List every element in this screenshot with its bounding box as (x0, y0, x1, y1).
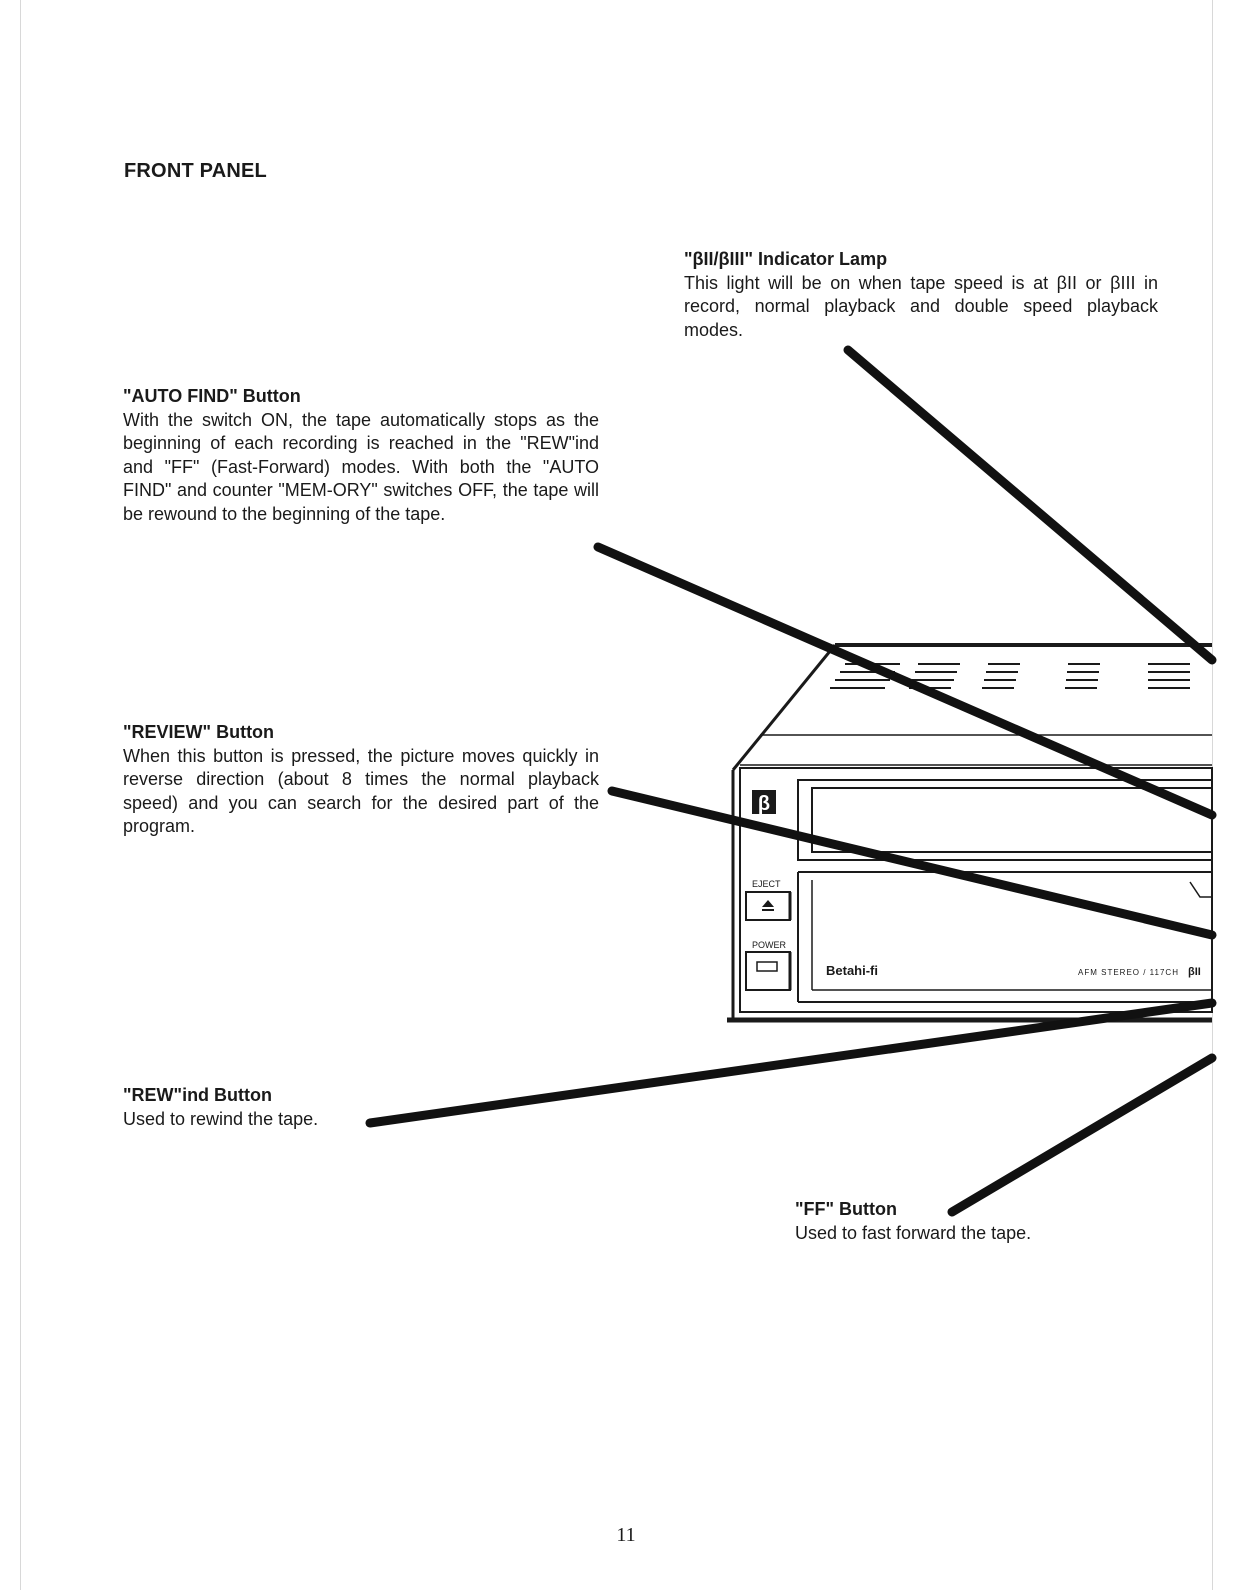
leader-line-review (612, 791, 1212, 935)
model-label: AFM STEREO / 117CH (1078, 968, 1179, 977)
leader-line-ff (952, 1058, 1212, 1212)
power-label: POWER (752, 940, 787, 950)
callout-heading: "AUTO FIND" Button (123, 386, 301, 406)
leader-line-speed-lamp (848, 350, 1212, 660)
callout-body: With the switch ON, the tape automatically stops as the beginning of each recording is reached in the "REW"ind and "FF" (Fast-Forward) modes. With both the "AUTO FIND" and counter "MEM-ORY" switches OFF, the tape will be rewound to the beginning of the tape. (123, 409, 599, 524)
callout-body: Used to rewind the tape. (123, 1108, 319, 1129)
eject-button[interactable] (746, 892, 790, 920)
callout-body: Used to fast forward the tape. (795, 1222, 1032, 1243)
brand-label: Betahi-fi (826, 963, 878, 978)
callout-heading: "REVIEW" Button (123, 722, 275, 742)
callout-heading: "βII/βIII" Indicator Lamp (684, 249, 888, 269)
beta-logo (752, 790, 776, 815)
eject-label: EJECT (752, 879, 781, 889)
page-title: FRONT PANEL (124, 160, 267, 182)
callout-body: This light will be on when tape speed is at βII or βIII in record, normal playback and double speed playback modes. (684, 272, 1158, 340)
page-number: 11 (616, 1524, 636, 1546)
callout-heading: "FF" Button (795, 1199, 898, 1219)
power-button[interactable] (746, 952, 790, 990)
callout-heading: "REW"ind Button (123, 1085, 273, 1105)
model-badge: βII (1188, 966, 1201, 978)
beta-logo-glyph: β (757, 793, 771, 815)
callout-body: When this button is pressed, the picture moves quickly in reverse direction (about 8 times the normal playback speed) and you can search for the desired part of the program. (123, 745, 599, 836)
